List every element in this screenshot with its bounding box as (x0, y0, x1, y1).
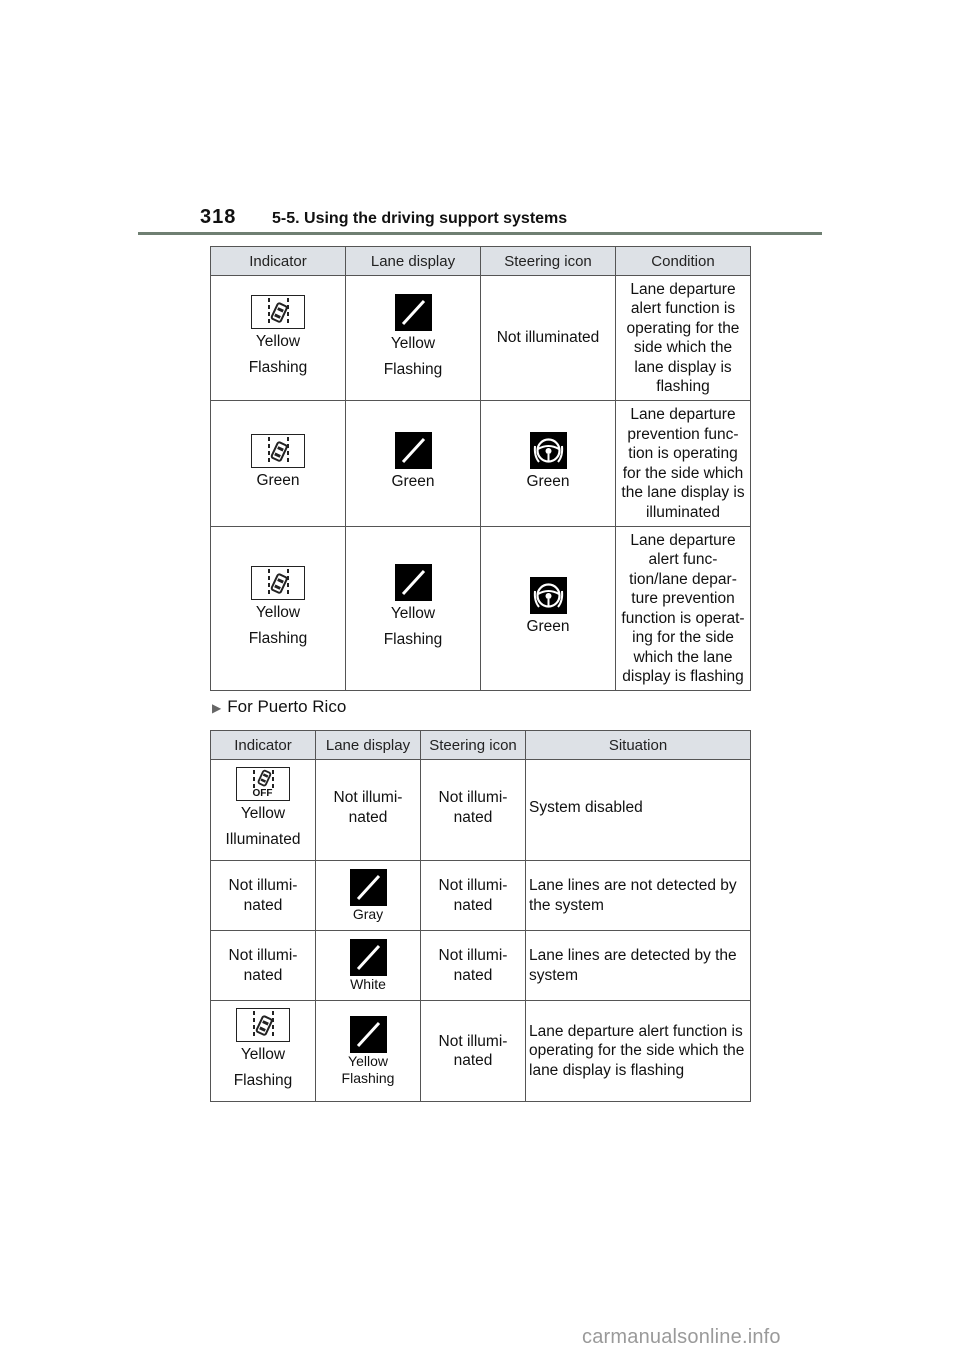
column-header: Lane display (346, 247, 481, 276)
lane-line-icon (350, 869, 387, 906)
lane-display-cell (346, 527, 481, 691)
steering-cell (481, 401, 616, 527)
steering-cell: Not illumi- nated (421, 760, 526, 861)
indicator-color: Yellow (255, 333, 301, 350)
table-row (211, 931, 751, 1001)
lane-departure-indicator-icon (236, 1008, 290, 1042)
header-rule (138, 232, 822, 235)
indicator-state: Flashing (248, 629, 308, 647)
puerto-rico-table (210, 730, 751, 1102)
situation-cell: Lane lines are detected by the system (526, 931, 751, 1001)
lane-line-icon (395, 564, 432, 601)
column-header: Steering icon (481, 247, 616, 276)
lane-departure-off-indicator-icon (236, 767, 290, 801)
subheading (212, 697, 346, 717)
lane-departure-indicator-icon (251, 295, 305, 329)
lane-line-icon (350, 939, 387, 976)
indicator-color: Yellow (255, 603, 301, 621)
indicator-cell (211, 401, 346, 527)
lane-departure-indicator-icon (251, 434, 305, 468)
table-row (211, 1001, 751, 1102)
indicator-cell (211, 527, 346, 691)
section-title: 5-5. Using the driving support systems (272, 210, 568, 227)
triangle-bullet-icon: ▶ (212, 701, 222, 715)
column-header: Condition (616, 247, 751, 276)
indicator-color: Yellow (240, 1046, 286, 1063)
condition-cell: Lane departure prevention func- tion is operating for the side which the lane display is illuminated (616, 401, 751, 527)
table-row (211, 276, 751, 401)
lane-color: Green (391, 473, 435, 490)
lane-line-icon (350, 1016, 387, 1053)
column-header: Steering icon (421, 731, 526, 760)
indicator-cell: Not illumi- nated (211, 931, 316, 1001)
condition-cell: Lane departure alert function is operating for the side which the lane display is flashing (616, 276, 751, 401)
lane-color: White (350, 975, 386, 992)
lane-display-cell (316, 931, 421, 1001)
steering-cell: Not illumi- nated (421, 1001, 526, 1102)
table-row (211, 861, 751, 931)
off-label: OFF (252, 788, 273, 799)
lane-state: Flashing (341, 1069, 395, 1086)
table-row (211, 401, 751, 527)
steering-cell (481, 527, 616, 691)
indicator-state: Flashing (233, 1072, 293, 1089)
lane-color: Gray (352, 905, 384, 922)
table-row (211, 527, 751, 691)
lane-line-icon (395, 294, 432, 331)
steering-wheel-icon (530, 432, 567, 469)
lane-color: Yellow (390, 605, 436, 622)
lane-display-cell (316, 861, 421, 931)
condition-cell: Lane departure alert func- tion/lane depar- ture prevention function is operat- ing for the side which the lane display is flashing (616, 527, 751, 691)
indicator-cell (211, 760, 316, 861)
lane-color: Yellow (348, 1052, 388, 1069)
lane-display-cell (346, 276, 481, 401)
indicator-color: Yellow (240, 805, 286, 822)
indicator-state: Illuminated (225, 831, 301, 848)
steering-state: Green (526, 473, 570, 490)
lane-display-cell (316, 1001, 421, 1102)
indicator-cell: Not illumi- nated (211, 861, 316, 931)
column-header: Indicator (211, 247, 346, 276)
column-header: Lane display (316, 731, 421, 760)
subheading-text: For Puerto Rico (227, 697, 347, 716)
lane-state: Flashing (383, 631, 443, 648)
steering-state: Green (526, 618, 570, 635)
lane-state: Flashing (383, 360, 443, 378)
steering-cell (481, 276, 616, 401)
situation-cell: System disabled (526, 760, 751, 861)
indicator-table (210, 246, 751, 691)
table-header-row (211, 731, 751, 760)
lane-departure-indicator-icon (251, 566, 305, 600)
table-row (211, 760, 751, 861)
steering-cell: Not illumi- nated (421, 931, 526, 1001)
indicator-state: Flashing (248, 359, 308, 376)
watermark: carmanualsonline.info (582, 1326, 781, 1348)
indicator-cell (211, 276, 346, 401)
table-header-row (211, 247, 751, 276)
lane-line-icon (395, 432, 432, 469)
steering-cell: Not illumi- nated (421, 861, 526, 931)
column-header: Indicator (211, 731, 316, 760)
page-number: 318 (200, 206, 237, 228)
steering-wheel-icon (530, 577, 567, 614)
situation-cell: Lane lines are not detected by the system (526, 861, 751, 931)
indicator-cell (211, 1001, 316, 1102)
lane-color: Yellow (390, 334, 436, 352)
column-header: Situation (526, 731, 751, 760)
page-header (138, 204, 822, 236)
steering-state: Not illuminated (496, 329, 600, 346)
situation-cell: Lane departure alert function is operating for the side which the lane display is flashing (526, 1001, 751, 1102)
lane-display-cell (346, 401, 481, 527)
lane-display-cell: Not illumi- nated (316, 760, 421, 861)
indicator-color: Green (256, 471, 300, 489)
